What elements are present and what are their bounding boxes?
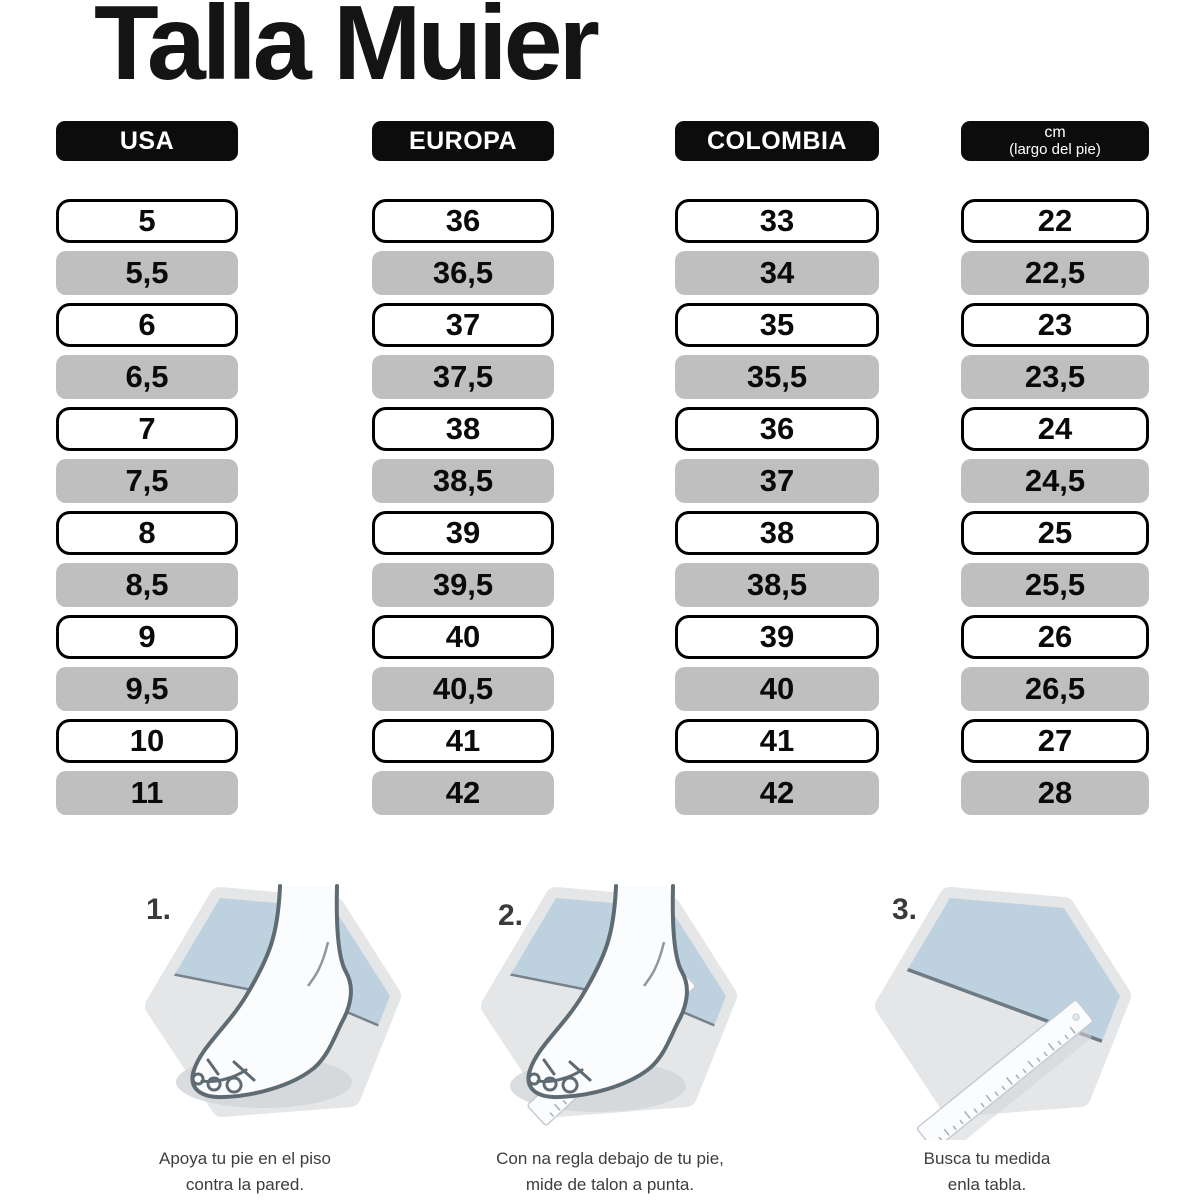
size-cell: 37 <box>675 459 879 503</box>
step-3-illustration <box>872 884 1132 1140</box>
size-cell: 39 <box>372 511 554 555</box>
step-3-number: 3. <box>892 893 918 926</box>
column-header-cm <box>961 121 1149 161</box>
step-1-number: 1. <box>146 893 172 926</box>
size-cell: 38 <box>675 511 879 555</box>
foot-on-ruler-icon <box>478 884 738 1140</box>
size-cell: 6,5 <box>56 355 238 399</box>
size-cell: 8 <box>56 511 238 555</box>
size-cell: 23 <box>961 303 1149 347</box>
size-cell: 6 <box>56 303 238 347</box>
size-cell: 38,5 <box>372 459 554 503</box>
size-cell: 8,5 <box>56 563 238 607</box>
size-cell: 22,5 <box>961 251 1149 295</box>
caption-line: enla tabla. <box>947 1174 1027 1194</box>
caption-line: contra la pared. <box>185 1174 305 1194</box>
caption-line: Con na regla debajo de tu pie, <box>496 1149 724 1168</box>
size-cell: 41 <box>372 719 554 763</box>
size-cell: 42 <box>372 771 554 815</box>
size-cell: 24 <box>961 407 1149 451</box>
size-cell: 5,5 <box>56 251 238 295</box>
column-header-label: COLOMBIA <box>706 126 848 155</box>
size-cell: 35,5 <box>675 355 879 399</box>
size-cell: 39 <box>675 615 879 659</box>
step-1-caption <box>100 1146 390 1197</box>
column-header-label: USA <box>119 126 175 155</box>
size-cell: 38 <box>372 407 554 451</box>
column-header-label: cm <box>1044 123 1066 141</box>
size-cell: 26,5 <box>961 667 1149 711</box>
column-header-europa <box>372 121 554 161</box>
page-title: Talla Muier <box>94 0 596 102</box>
size-cell: 34 <box>675 251 879 295</box>
size-cell: 40,5 <box>372 667 554 711</box>
size-cell: 7 <box>56 407 238 451</box>
column-header-usa <box>56 121 238 161</box>
size-cell: 10 <box>56 719 238 763</box>
size-cell: 37,5 <box>372 355 554 399</box>
size-cell: 26 <box>961 615 1149 659</box>
caption-line: mide de talon a punta. <box>525 1174 695 1194</box>
caption-line: Busca tu medida <box>923 1149 1051 1168</box>
size-cell: 36 <box>372 199 554 243</box>
size-cell: 25 <box>961 511 1149 555</box>
size-cell: 27 <box>961 719 1149 763</box>
size-cell: 42 <box>675 771 879 815</box>
size-cell: 40 <box>372 615 554 659</box>
size-cell: 9,5 <box>56 667 238 711</box>
size-cell: 22 <box>961 199 1149 243</box>
ruler-on-floor-icon <box>872 884 1132 1140</box>
step-3-caption <box>842 1146 1132 1197</box>
step-2-illustration <box>478 884 738 1140</box>
step-2-caption <box>465 1146 755 1197</box>
size-cell: 24,5 <box>961 459 1149 503</box>
size-cell: 33 <box>675 199 879 243</box>
size-cell: 41 <box>675 719 879 763</box>
step-2-number: 2. <box>498 899 524 932</box>
size-cell: 25,5 <box>961 563 1149 607</box>
size-cell: 39,5 <box>372 563 554 607</box>
size-cell: 36,5 <box>372 251 554 295</box>
foot-against-wall-icon <box>142 884 402 1140</box>
column-header-colombia <box>675 121 879 161</box>
column-header-sublabel: (largo del pie) <box>1009 141 1101 159</box>
size-cell: 11 <box>56 771 238 815</box>
size-cell: 7,5 <box>56 459 238 503</box>
column-header-label: EUROPA <box>408 126 518 155</box>
size-cell: 35 <box>675 303 879 347</box>
size-cell: 5 <box>56 199 238 243</box>
size-cell: 40 <box>675 667 879 711</box>
size-cell: 23,5 <box>961 355 1149 399</box>
size-cell: 37 <box>372 303 554 347</box>
size-cell: 28 <box>961 771 1149 815</box>
size-cell: 36 <box>675 407 879 451</box>
caption-line: Apoya tu pie en el piso <box>158 1149 331 1168</box>
size-cell: 9 <box>56 615 238 659</box>
step-1-illustration <box>142 884 402 1140</box>
size-cell: 38,5 <box>675 563 879 607</box>
